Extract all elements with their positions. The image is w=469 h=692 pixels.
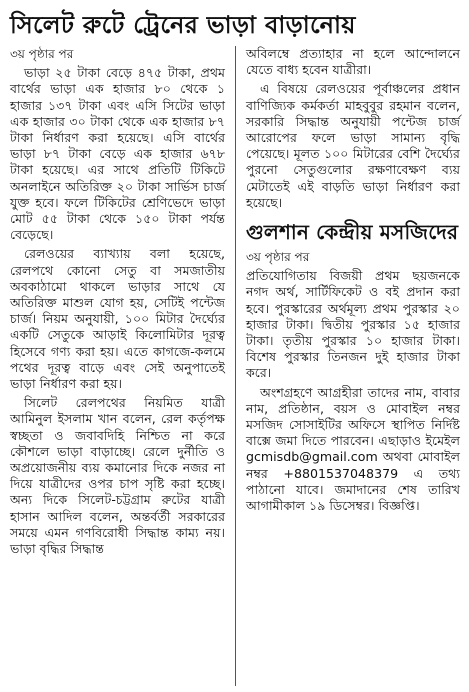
left-column (10, 46, 225, 560)
article-paragraph (246, 385, 460, 515)
continuation-ref: ৩য় পৃষ্ঠার পর (10, 47, 74, 61)
article-paragraph: অবিলম্বে প্রত্যাহার না হলে আন্দোলনে যেতে বাধ্য হবেন যাত্রীরা। (246, 46, 460, 78)
phone-number: +8801537048379 (283, 465, 399, 481)
right-column (246, 46, 460, 517)
paragraph-text: অংশগ্রহণে আগ্রহীরা তাদের নাম, বাবার নাম, প্রতিষ্ঠান, বয়স ও মোবাইল নম্বর মসজিদ সোসাইটির অফিসে স্থাপিত নির্দিষ্ট বাক্সে জমা দিতে পারবেন। এছাড়াও ইমেইল (246, 384, 460, 449)
article-paragraph: প্রতিযোগিতায় বিজয়ী প্রথম ছয়জনকে নগদ অর্থ, সার্টিফিকেট ও বই প্রদান করা হবে। পুরস্কারের অর্থমূল্য প্রথম পুরস্কার ২০ হাজার টাকা। দ্বিতীয় পুরস্কার ১৫ হাজার টাকা। তৃতীয় পুরস্কার ১০ হাজার টাকা। বিশেষ পুরস্কার তিনজন দুই হাজার টাকা করে। (246, 268, 460, 381)
article-paragraph: সিলেট রেলপথের নিয়মিত যাত্রী আমিনুল ইসলাম খান বলেন, রেল কর্তৃপক্ষ স্বচ্ছতা ও জবাবদিহি নিশ্চিত না করে কৌশলে ভাড়া বাড়াচ্ছে। রেলে দুর্নীতি ও অপ্রয়োজনীয় ব্যয় কমানোর দিকে নজর না দিয়ে যাত্রীদের ওপর চাপ সৃষ্টি করা হচ্ছে। অন্য দিকে সিলেট-চট্টগ্রাম রুটের যাত্রী হাসান আদিল বলেন, অন্তর্বর্তী সরকারের সময়ে এমন গণবিরোধী সিদ্ধান্ত কাম্য নয়। ভাড়া বৃদ্ধির সিদ্ধান্ত (10, 395, 225, 557)
paragraph-text: এ তথ্য পাঠানো যাবে। জমাদানের শেষ তারিখ আগামীকাল ১৯ ডিসেম্বর। বিজ্ঞপ্তি। (246, 465, 460, 514)
continuation-ref: ৩য় পৃষ্ঠার পর (246, 250, 310, 265)
paragraph-text: অথবা মোবাইল নম্বর (246, 449, 460, 481)
second-article-headline: গুলশান কেন্দ্রীয় মসজিদের (246, 220, 459, 245)
email-address: gcmisdb@gmail.com (246, 449, 378, 465)
article-paragraph: রেলওয়ের ব্যাখ্যায় বলা হয়েছে, রেলপথে কোনো সেতু বা সমজাতীয় অবকাঠামো থাকলে ভাড়ার সাথে যে অতিরিক্ত মাশুল যোগ হয়, সেটিই পন্টেজ চার্জ। নিয়ম অনুযায়ী, ১০০ মিটার দৈর্ঘ্যের একটি সেতুকে আড়াই কিলোমিটার দূরত্ব হিসেবে গণ্য করা হয়। এতে কাগজে-কলমে পথের দূরত্ব বাড়ে এবং সেই অনুপাতেই ভাড়া নির্ধারণ করা হয়। (10, 246, 225, 392)
column-divider (235, 46, 236, 686)
article-paragraph: এ বিষয়ে রেলওয়ের পূর্বাঞ্চলের প্রধান বাণিজ্যিক কর্মকর্তা মাহবুবুর রহমান বলেন, সরকারি সিদ্ধান্ত অনুযায়ী পন্টেজ চার্জ আরোপের ফলে ভাড়া সামান্য বৃদ্ধি পেয়েছে। মূলত ১০০ মিটারের বেশি দৈর্ঘ্যের পুরনো সেতুগুলোর রক্ষণাবেক্ষণ ব্যয় মেটাতেই এই বাড়তি ভাড়া নির্ধারণ করা হয়েছে। (246, 81, 460, 210)
article-paragraph: ভাড়া ২৫ টাকা বেড়ে ৪৭৫ টাকা, প্রথম বার্থের ভাড়া এক হাজার ৮০ থেকে ১ হাজার ১৩৭ টাকা এবং এসি সিটের ভাড়া এক হাজার ৩০ টাকা থেকে এক হাজার ৮৭ টাকা নির্ধারণ করা হয়েছে। এসি বার্থের ভাড়া ৮৭ টাকা বেড়ে এক হাজার ৬৭৮ টাকা হয়েছে। এর সাথে প্রতিটি টিকিটে অনলাইনে অতিরিক্ত ২০ টাকা সার্ভিস চার্জ যুক্ত হবে। ফলে টিকিটের শ্রেণিভেদে ভাড়া মোট ৫৫ টাকা থেকে ১৫০ টাকা পর্যন্ত বেড়েছে। (10, 65, 225, 243)
headline: সিলেট রুটে ট্রেনের ভাড়া বাড়ানোয় (10, 11, 356, 39)
